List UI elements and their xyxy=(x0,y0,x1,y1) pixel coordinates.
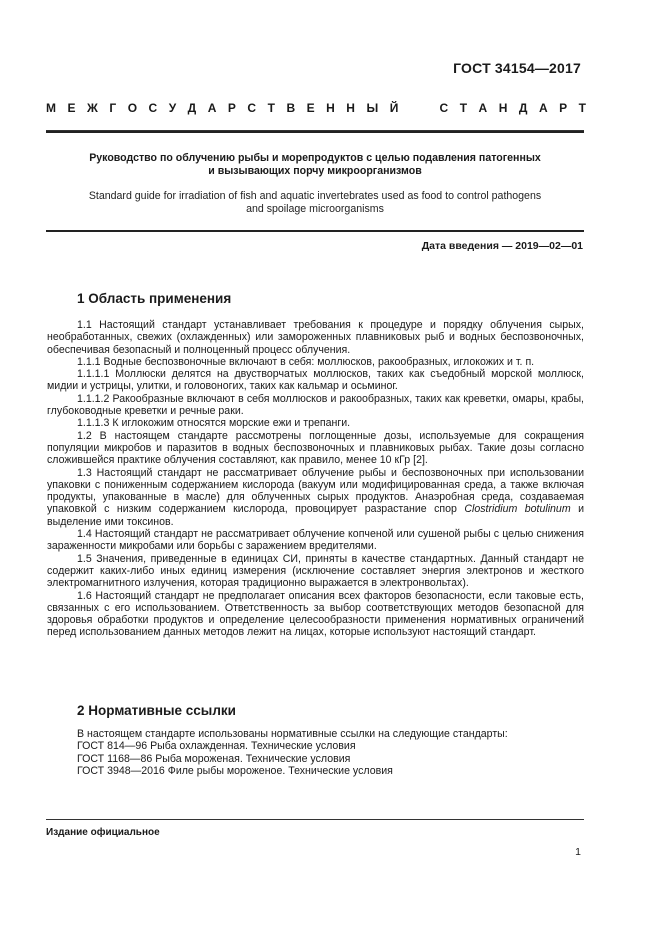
banner-letter: Й xyxy=(389,101,399,115)
banner-letter: Р xyxy=(227,101,236,115)
paragraph-1-1: 1.1 Настоящий стандарт устанавливает требования к процедуре и порядку облучения сырых, необработанных, свежих (охлажденных) или замороженных плавниковых рыб и водных беспозвоночных, обеспечивая безопасный и полноценный процесс облучения. xyxy=(47,319,584,356)
banner-letter: М xyxy=(46,101,56,115)
paragraph-1-2: 1.2 В настоящем стандарте рассмотрены поглощенные дозы, используемые для сокращения популяции микробов и паразитов в водных беспозвоночных и плавниковых рыбах. Такие дозы согласно сложившейся практике облучения составляют, как правило, менее 10 кГр [2]. xyxy=(47,429,584,467)
header-rule-thick xyxy=(46,131,584,133)
banner-letter: Д xyxy=(187,101,197,115)
section1-body xyxy=(47,319,584,639)
paragraph-1-5: 1.5 Значения, приведенные в единицах СИ, приняты в качестве стандартных. Данный стандарт не содержит каких-либо иных единиц измерения (исключение составляет энергия электронов и жесткого электромагнитного излучения, которая традиционно выражается в электронвольтах). xyxy=(47,552,584,590)
banner-letter xyxy=(410,101,413,115)
paragraph-1-4: 1.4 Настоящий стандарт не рассматривает облучение копченой или сушеной рыбы с целью снижения зараженности микробами или борьбы с заражением вредителями. xyxy=(47,528,584,553)
title-en-line2: and spoilage microorganisms xyxy=(246,203,384,215)
banner-letter: Ж xyxy=(87,101,98,115)
banner-letter: Ы xyxy=(366,101,379,115)
paragraph-1-1-1-2: 1.1.1.2 Ракообразные включают в себя моллюсков и ракообразных, таких как креветки, омары, крабы, глубоководные креветки и речные раки. xyxy=(47,392,584,418)
section2-body xyxy=(47,728,584,777)
banner-letter: А xyxy=(478,101,488,115)
document-title-ru xyxy=(60,152,570,177)
paragraph-1-3-text: 1.3 Настоящий стандарт не рассматривает облучение рыбы и беспозвоночных при использовании упаковки с пониженным содержанием кислорода (вакуум или модифицированная среда, а также включая продукты, упакованные в масле) для облученных сырых продуктов. Анаэробная среда, создаваемая упаковкой с низким содержанием кислорода, провоцирует разрастание спор xyxy=(47,466,584,516)
title-rule xyxy=(46,230,584,232)
banner-letter: В xyxy=(286,101,296,115)
banner-letter: Е xyxy=(306,101,315,115)
page-number: 1 xyxy=(575,846,581,858)
banner-letter: Т xyxy=(459,101,468,115)
banner-letter: О xyxy=(127,101,138,115)
section2-intro: В настоящем стандарте использованы нормативные ссылки на следующие стандарты: xyxy=(77,728,508,740)
reference-item: ГОСТ 1168—86 Рыба мороженая. Технические условия xyxy=(77,752,351,765)
banner-letter: Н xyxy=(498,101,508,115)
banner-letter: Г xyxy=(109,101,117,115)
section1-heading: 1 Область применения xyxy=(77,291,232,306)
paragraph-1-1-1: 1.1.1 Водные беспозвоночные включают в себя: моллюсков, ракообразных, иглокожих и т. п. xyxy=(77,355,535,368)
paragraph-1-1-1-1: 1.1.1.1 Моллюски делятся на двустворчатых моллюсков, таких как съедобный морской моллюск, мидии и устрицы, улитки, и головоногих, таких как кальмар и осьминог. xyxy=(47,368,584,393)
reference-item: ГОСТ 814—96 Рыба охлажденная. Технические условия xyxy=(77,740,356,753)
banner-letter xyxy=(425,101,428,115)
banner-letter: Т xyxy=(267,101,275,115)
banner-letter: У xyxy=(168,101,177,115)
banner-letter: Е xyxy=(67,101,76,115)
footer-rule xyxy=(46,819,584,820)
banner-letter: Т xyxy=(578,101,586,115)
banner-letter: А xyxy=(207,101,217,115)
paragraph-1-3-italic: Clostridium botulinum xyxy=(464,503,571,516)
paragraph-1-6: 1.6 Настоящий стандарт не предполагает описания всех факторов безопасности, если таковые есть, связанных с его использованием. Ответственность за выбор соответствующих методов безопасной для здоровья обработки продуктов и определение целесообразности применения нормативных ограничений перед использованием данных методов лежит на лицах, которые используют настоящий стандарт. xyxy=(47,589,584,639)
edition-label: Издание официальное xyxy=(46,827,160,838)
title-en-line1: Standard guide for irradiation of fish and aquatic invertebrates used as food to control pathogens xyxy=(88,190,542,202)
interstate-standard-banner xyxy=(46,101,586,115)
paragraph-1-3-tail: и выделение ими токсинов. xyxy=(47,503,584,528)
banner-letter: Д xyxy=(518,101,528,115)
paragraph-1-3 xyxy=(47,467,584,528)
banner-letter: Н xyxy=(326,101,335,115)
banner-letter: Р xyxy=(559,101,568,115)
document-title-en xyxy=(60,190,570,216)
title-ru-line2: и вызывающих порчу микроорганизмов xyxy=(208,164,422,177)
standard-code: ГОСТ 34154—2017 xyxy=(453,60,581,76)
banner-letter: С xyxy=(439,101,449,115)
banner-letter: С xyxy=(148,101,158,115)
reference-item: ГОСТ 3948—2016 Филе рыбы мороженое. Технические условия xyxy=(77,764,393,777)
date-of-introduction: Дата введения — 2019—02—01 xyxy=(421,240,583,252)
banner-letter: С xyxy=(247,101,257,115)
banner-letter: Н xyxy=(346,101,355,115)
section2-heading: 2 Нормативные ссылки xyxy=(77,703,236,718)
title-ru-line1: Руководство по облучению рыбы и морепродуктов с целью подавления патогенных xyxy=(89,152,541,164)
paragraph-1-1-1-3: 1.1.1.3 К иглокожим относятся морские ежи и трепанги. xyxy=(77,417,351,430)
banner-letter: А xyxy=(538,101,548,115)
